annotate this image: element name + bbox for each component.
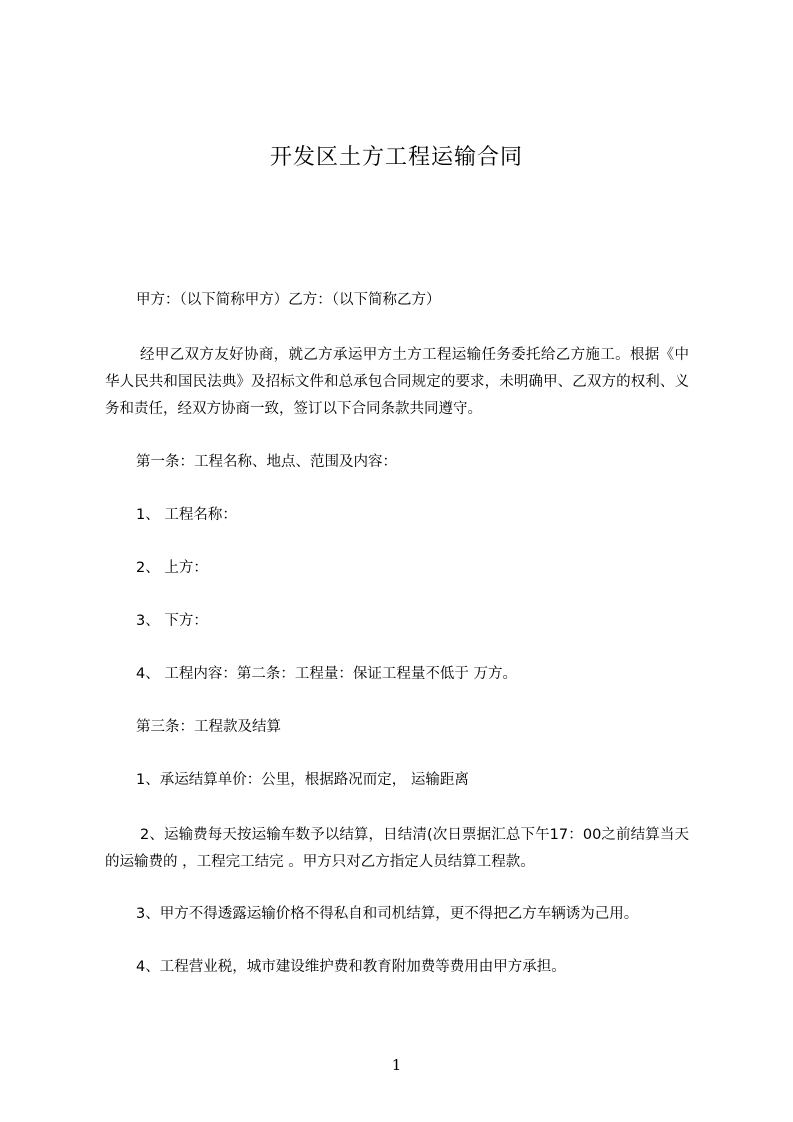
parties-line: 甲方：（以下简称甲方）乙方：（以下简称乙方） [136, 292, 441, 308]
article-3-clause-2: 2、运输费每天按运输车数予以结算，日结清(次日票据汇总下午17：00之前结算当天的运输费的 ，工程完工结完 。甲方只对乙方指定人员结算工程款。 [105, 827, 689, 870]
article-1-item-2: 2、 上方： [136, 560, 208, 576]
article-1-item-1: 1、 工程名称： [136, 507, 237, 523]
document-title: 开发区土方工程运输合同 [269, 145, 523, 170]
article-3-clause-4: 4、工程营业税，城市建设维护费和教育附加费等费用由甲方承担。 [136, 959, 566, 975]
article-1-item-4: 4、 工程内容：第二条：工程量：保证工程量不低于 万方。 [136, 666, 517, 682]
article-1-item-3: 3、 下方： [136, 613, 208, 629]
article-3-clause-3: 3、甲方不得透露运输价格不得私自和司机结算，更不得把乙方车辆诱为己用。 [136, 906, 639, 922]
article-3-clause-1: 1、承运结算单价：公里，根据路况而定， 运输距离 [136, 772, 469, 788]
article-3-heading: 第三条：工程款及结算 [136, 719, 281, 735]
preamble-paragraph: 经甲乙双方友好协商，就乙方承运甲方土方工程运输任务委托给乙方施工。根据《中华人民共和国民法典》及招标文件和总承包合同规定的要求，未明确甲、乙双方的权利、义务和责任，经双方协商一致，签订以下合同条款共同遵守。 [105, 347, 689, 417]
page-number: 1 [391, 1056, 402, 1074]
article-1-heading: 第一条：工程名称、地点、范围及内容： [136, 454, 397, 470]
